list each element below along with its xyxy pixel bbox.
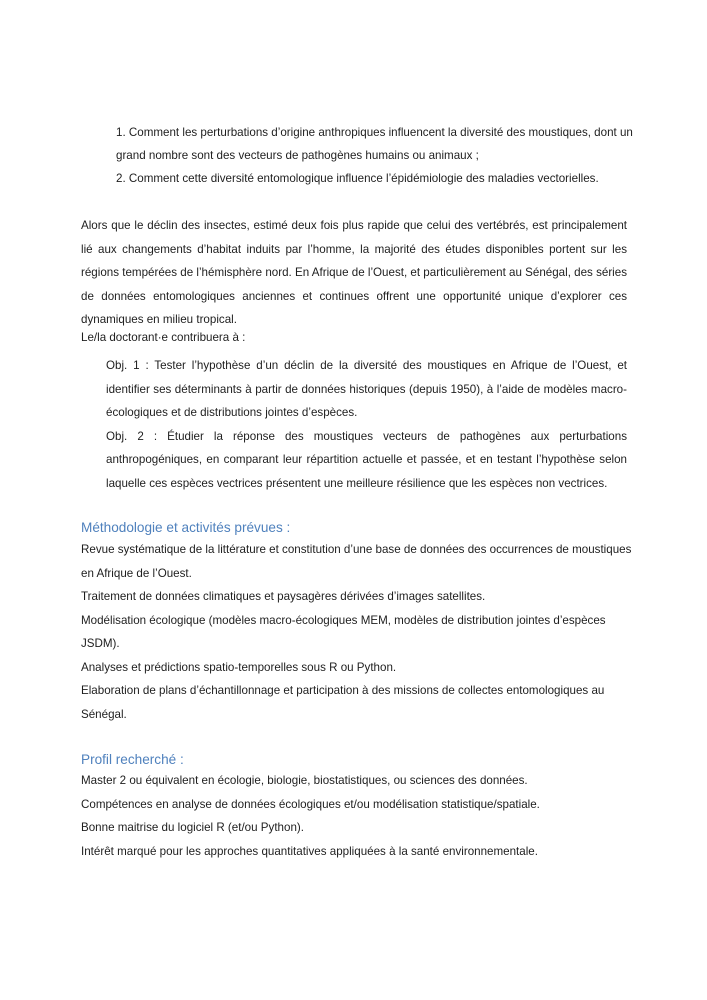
profile-item-4: Intérêt marqué pour les approches quantitatives appliquées à la santé environnementale.: [81, 844, 538, 858]
question-item-1: 1. Comment les perturbations d’origine anthropiques influencent la diversité des moustiques, dont un grand nombre sont des vecteurs de pathogènes humains ou animaux ;: [116, 126, 633, 162]
contribution-intro: Le/la doctorant·e contribuera à :: [81, 331, 246, 344]
objectives-list: [106, 354, 627, 496]
methodology-heading: Méthodologie et activités prévues :: [81, 520, 291, 535]
context-paragraph: Alors que le déclin des insectes, estimé deux fois plus rapide que celui des vertébrés, est principalement lié aux changements d’habitat induits par l’homme, la majorité des études disponibles portent sur les régions tempérées de l’hémisphère nord. En Afrique de l’Ouest, et particulièrement au Sénégal, des séries de données entomologiques anciennes et continues offrent une opportunité unique d’explorer ces dynamiques en milieu tropical.: [81, 219, 627, 327]
objective-item-1: Obj. 1 : Tester l’hypothèse d’un déclin de la diversité des moustiques en Afrique de l’Ouest, et identifier ses déterminants à partir de données historiques (depuis 1950), à l’aide de modèles macro-écologiques et de distributions jointes d’espèces.: [106, 359, 627, 420]
methodology-item-3: Modélisation écologique (modèles macro-écologiques MEM, modèles de distribution jointes d’espèces JSDM).: [81, 613, 606, 650]
methodology-item-2: Traitement de données climatiques et paysagères dérivées d’images satellites.: [81, 590, 486, 603]
profile-item-2: Compétences en analyse de données écologiques et/ou modélisation statistique/spatiale.: [81, 797, 540, 811]
methodology-item-4: Analyses et prédictions spatio-temporelles sous R ou Python.: [81, 660, 397, 674]
profile-heading: Profil recherché :: [81, 752, 184, 767]
objective-item-2: Obj. 2 : Étudier la réponse des moustiques vecteurs de pathogènes aux perturbations anthropogéniques, en comparant leur répartition actuelle et passée, et en testant l’hypothèse selon laquelle ces espèces vectrices présentent une meilleure résilience que les espèces non vectrices.: [106, 429, 627, 490]
profile-item-1: Master 2 ou équivalent en écologie, biologie, biostatistiques, ou sciences des données.: [81, 774, 528, 787]
question-item-2: 2. Comment cette diversité entomologique influence l’épidémiologie des maladies vectorielles.: [116, 172, 599, 185]
profile-list: [81, 769, 641, 863]
methodology-item-5: Elaboration de plans d’échantillonnage et participation à des missions de collectes entomologiques au Sénégal.: [81, 684, 605, 721]
methodology-item-1: Revue systématique de la littérature et constitution d’une base de données des occurrences de moustiques en Afrique de l’Ouest.: [81, 543, 632, 580]
research-questions-list: [116, 121, 636, 190]
methodology-list: [81, 538, 641, 726]
profile-item-3: Bonne maitrise du logiciel R (et/ou Python).: [81, 821, 304, 834]
